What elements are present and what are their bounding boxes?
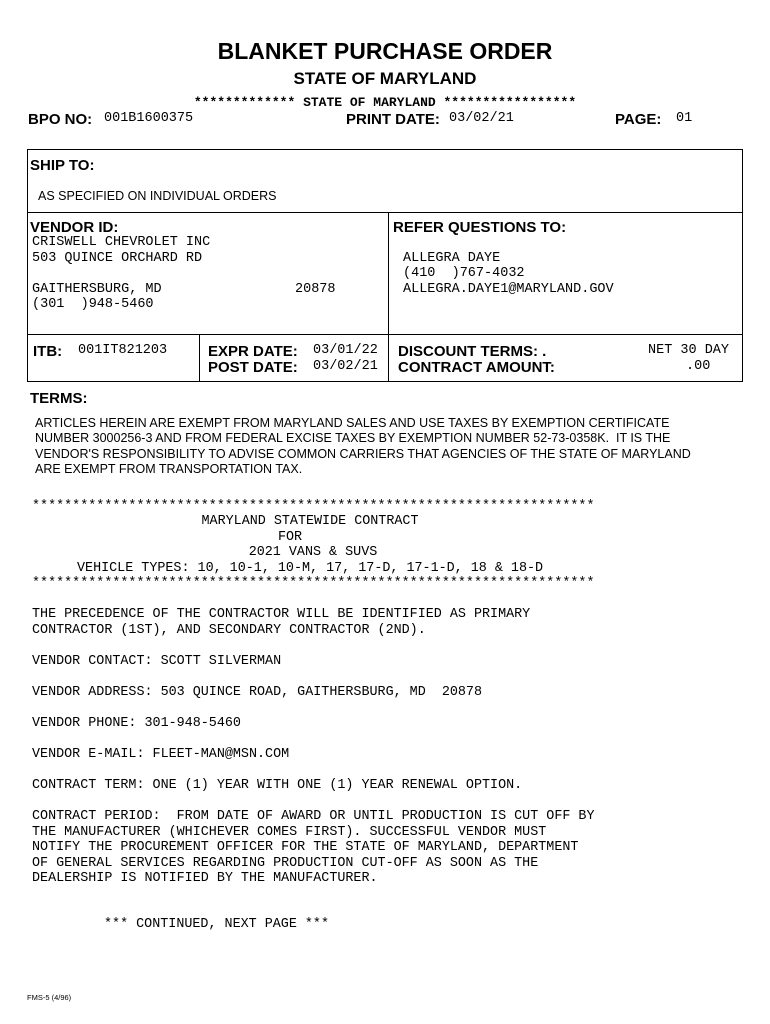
- terms-line: ARTICLES HEREIN ARE EXEMPT FROM MARYLAND SALES AND USE TAXES BY EXEMPTION CERTIFICATE: [35, 416, 670, 430]
- contract-period-paragraph: [32, 809, 595, 887]
- vendor-city: GAITHERSBURG, MD: [32, 282, 162, 297]
- terms-label: TERMS:: [30, 390, 88, 407]
- expr-date-label: EXPR DATE:: [208, 343, 298, 360]
- post-date-value: 03/02/21: [313, 359, 378, 374]
- state-banner: ************* STATE OF MARYLAND *****************: [193, 95, 577, 110]
- vendor-id-label: VENDOR ID:: [30, 219, 119, 236]
- vendor-phone: (301 )948-5460: [32, 297, 154, 312]
- refer-phone: (410 )767-4032: [403, 266, 525, 281]
- itb-divider: [199, 334, 200, 382]
- vendor-contact: VENDOR CONTACT: SCOTT SILVERMAN: [32, 654, 282, 669]
- terms-line: ARE EXEMPT FROM TRANSPORTATION TAX.: [35, 461, 303, 476]
- contract-banner-line1: MARYLAND STATEWIDE CONTRACT: [201, 514, 419, 529]
- page-number: 01: [676, 111, 693, 126]
- contract-banner-line4: VEHICLE TYPES: 10, 10-1, 10-M, 17, 17-D, 17-1-D, 18 & 18-D: [77, 561, 544, 576]
- contract-banner-top-stars: **********************************************************************: [32, 499, 595, 514]
- discount-terms-value: NET 30 DAY: [648, 343, 730, 358]
- contract-period-line: CONTRACT PERIOD: FROM DATE OF AWARD OR UNTIL PRODUCTION IS CUT OFF BY: [32, 809, 595, 824]
- contract-amount-value: .00: [686, 359, 711, 374]
- precedence-line: CONTRACTOR (1ST), AND SECONDARY CONTRACTOR (2ND).: [32, 622, 426, 638]
- contract-period-line: DEALERSHIP IS NOTIFIED BY THE MANUFACTURER.: [32, 871, 378, 886]
- ship-to-box: [27, 149, 743, 213]
- contract-amount-label: CONTRACT AMOUNT:: [398, 359, 555, 376]
- print-date-label: PRINT DATE:: [346, 111, 440, 128]
- print-date-value: 03/02/21: [449, 111, 514, 126]
- document-subtitle: STATE OF MARYLAND: [293, 69, 477, 88]
- contract-period-line: OF GENERAL SERVICES REGARDING PRODUCTION CUT-OFF AS SOON AS THE: [32, 855, 539, 871]
- bpo-label: BPO NO:: [28, 111, 93, 128]
- refer-label: REFER QUESTIONS TO:: [393, 219, 567, 236]
- contract-banner-line3: 2021 VANS & SUVS: [248, 545, 378, 560]
- post-date-label: POST DATE:: [208, 359, 298, 376]
- precedence-line: THE PRECEDENCE OF THE CONTRACTOR WILL BE IDENTIFIED AS PRIMARY: [32, 607, 531, 622]
- vendor-divider: [388, 212, 389, 335]
- dates-divider: [388, 334, 389, 382]
- vendor-street: 503 QUINCE ORCHARD RD: [32, 251, 203, 266]
- ship-to-label: SHIP TO:: [30, 157, 95, 174]
- terms-line: NUMBER 3000256-3 AND FROM FEDERAL EXCISE TAXES BY EXEMPTION NUMBER 52-73-0358K. IT IS THE: [35, 431, 671, 446]
- precedence-paragraph: [32, 607, 530, 638]
- vendor-box: [27, 212, 743, 335]
- vendor-address: VENDOR ADDRESS: 503 QUINCE ROAD, GAITHERSBURG, MD 20878: [32, 685, 482, 700]
- discount-terms-label: DISCOUNT TERMS: .: [398, 343, 547, 360]
- bpo-number: 001B1600375: [104, 111, 194, 126]
- ship-to-value: AS SPECIFIED ON INDIVIDUAL ORDERS: [38, 189, 277, 203]
- refer-name: ALLEGRA DAYE: [403, 251, 501, 266]
- itb-value: 001IT821203: [78, 343, 168, 358]
- contract-banner-bottom-stars: **********************************************************************: [32, 576, 595, 591]
- terms-text: [35, 416, 691, 477]
- document-title: BLANKET PURCHASE ORDER: [217, 38, 553, 64]
- continued-notice: *** CONTINUED, NEXT PAGE ***: [104, 917, 329, 932]
- vendor-email: VENDOR E-MAIL: FLEET-MAN@MSN.COM: [32, 747, 290, 762]
- terms-line: VENDOR'S RESPONSIBILITY TO ADVISE COMMON CARRIERS THAT AGENCIES OF THE STATE OF MARYLAND: [35, 446, 691, 461]
- contract-banner-line2: FOR: [277, 530, 303, 545]
- vendor-name: CRISWELL CHEVROLET INC: [32, 235, 211, 250]
- form-id: FMS-5 (4/96): [27, 993, 72, 1002]
- expr-date-value: 03/01/22: [313, 343, 378, 358]
- terms-header-box: [27, 334, 743, 382]
- vendor-zip: 20878: [295, 282, 336, 297]
- vendor-phone-line: VENDOR PHONE: 301-948-5460: [32, 716, 241, 731]
- itb-label: ITB:: [33, 343, 63, 360]
- refer-email: ALLEGRA.DAYE1@MARYLAND.GOV: [403, 282, 614, 297]
- page-label: PAGE:: [615, 111, 662, 128]
- contract-period-line: NOTIFY THE PROCUREMENT OFFICER FOR THE STATE OF MARYLAND, DEPARTMENT: [32, 840, 579, 855]
- contract-term: CONTRACT TERM: ONE (1) YEAR WITH ONE (1) YEAR RENEWAL OPTION.: [32, 778, 523, 793]
- contract-period-line: THE MANUFACTURER (WHICHEVER COMES FIRST). SUCCESSFUL VENDOR MUST: [32, 824, 547, 840]
